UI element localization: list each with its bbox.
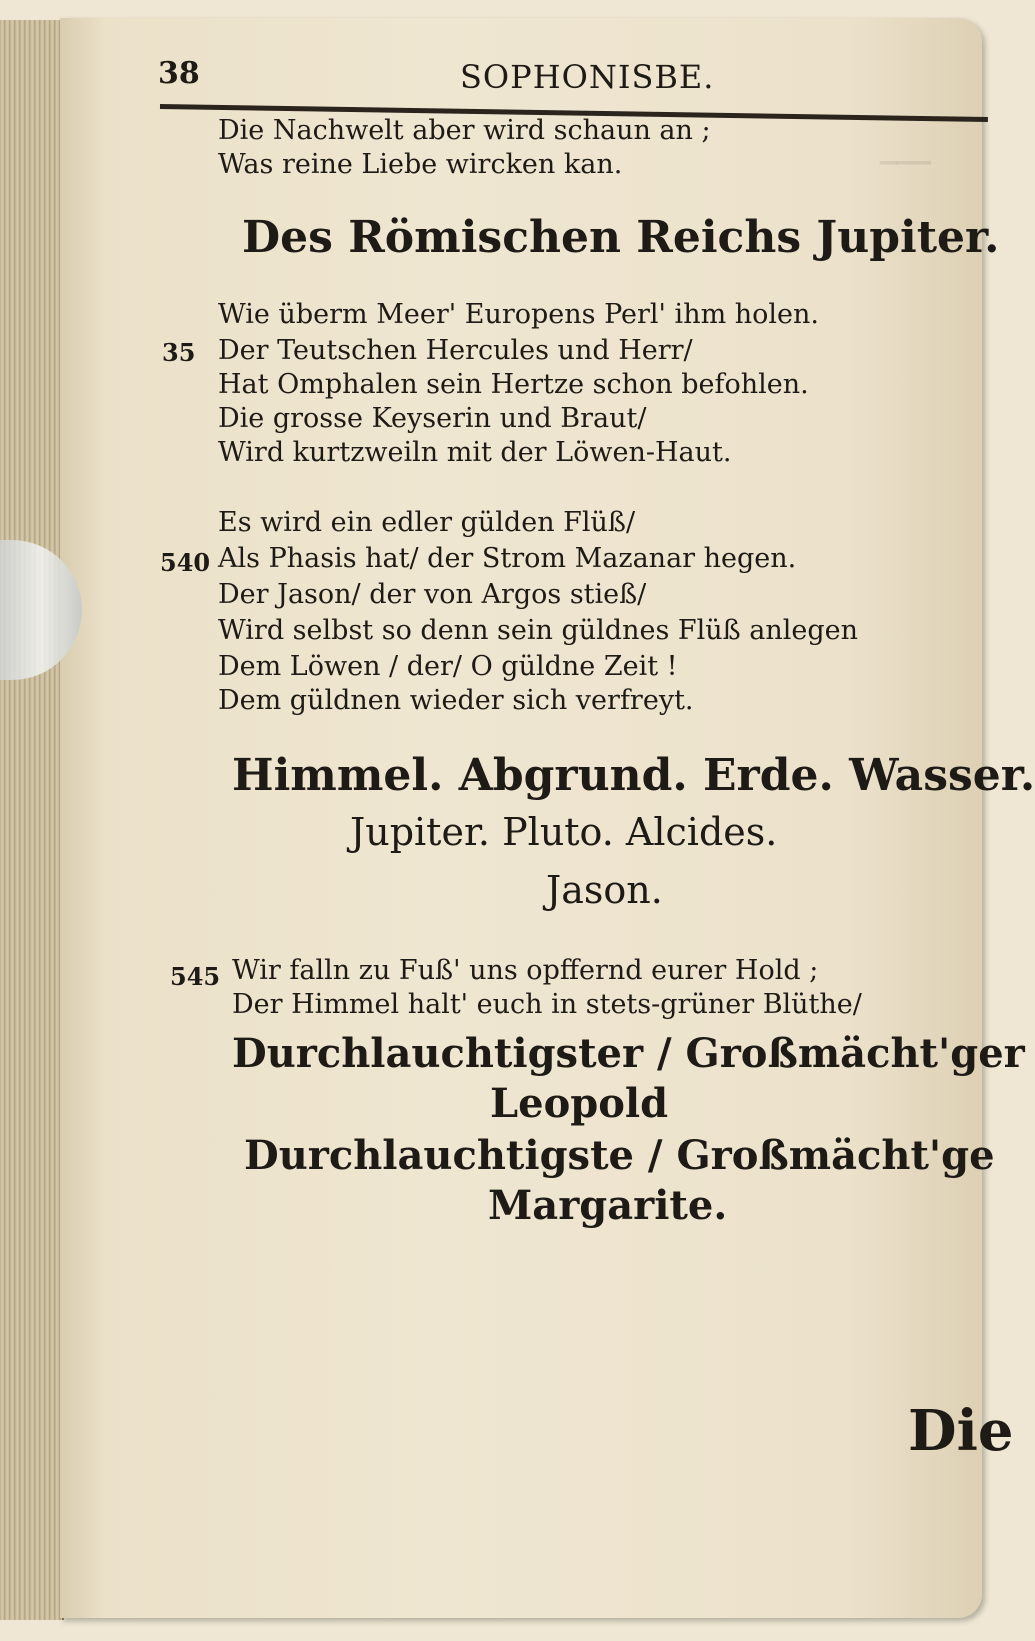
- verse-line: Wir falln zu Fuß' uns opffernd eurer Hold ;: [232, 955, 819, 986]
- verse-line: Wird kurtzweiln mit der Löwen-Haut.: [218, 437, 732, 468]
- line-number: 540: [160, 548, 211, 577]
- verse-line: Die grosse Keyserin und Braut/: [218, 403, 647, 434]
- verse-line: Was reine Liebe wircken kan.: [218, 149, 623, 180]
- line-number: 545: [170, 962, 221, 991]
- line-number: 35: [162, 338, 196, 367]
- bleed-through: ▁▁▁: [880, 140, 931, 165]
- speakers-subheading: Jupiter. Pluto. Alcides.: [350, 810, 778, 854]
- verse-line: Der Himmel halt' euch in stets-grüner Blüthe/: [232, 989, 862, 1020]
- verse-line: Dem Löwen / der/ O güldne Zeit !: [218, 651, 678, 682]
- verse-line: Der Teutschen Hercules und Herr/: [218, 335, 693, 366]
- speaker-heading: Des Römischen Reichs Jupiter.: [242, 212, 1000, 263]
- page-number: 38: [158, 56, 200, 91]
- addressee-name: Margarite.: [488, 1182, 728, 1229]
- verse-line: Dem güldnen wieder sich verfreyt.: [218, 685, 694, 716]
- speakers-subheading: Jason.: [546, 868, 663, 912]
- speakers-heading: Himmel. Abgrund. Erde. Wasser.: [232, 750, 1035, 801]
- verse-line: Als Phasis hat/ der Strom Mazanar hegen.: [218, 543, 797, 574]
- verse-line: Die Nachwelt aber wird schaun an ;: [218, 115, 711, 146]
- page-edges: [0, 20, 64, 1620]
- verse-line: Es wird ein edler gülden Flüß/: [218, 507, 636, 538]
- addressee-line: Durchlauchtigster / Großmächt'ger: [232, 1030, 1025, 1077]
- verse-line: Wird selbst so denn sein güldnes Flüß anlegen: [218, 615, 859, 646]
- addressee-name: Leopold: [490, 1080, 669, 1127]
- addressee-line: Durchlauchtigste / Großmächt'ge: [244, 1132, 995, 1179]
- catchword: Die: [908, 1398, 1014, 1464]
- verse-line: Wie überm Meer' Europens Perl' ihm holen.: [218, 299, 820, 330]
- verse-line: Hat Omphalen sein Hertze schon befohlen.: [218, 369, 809, 400]
- running-head: SOPHONISBE.: [460, 58, 715, 96]
- verse-line: Der Jason/ der von Argos stieß/: [218, 579, 647, 610]
